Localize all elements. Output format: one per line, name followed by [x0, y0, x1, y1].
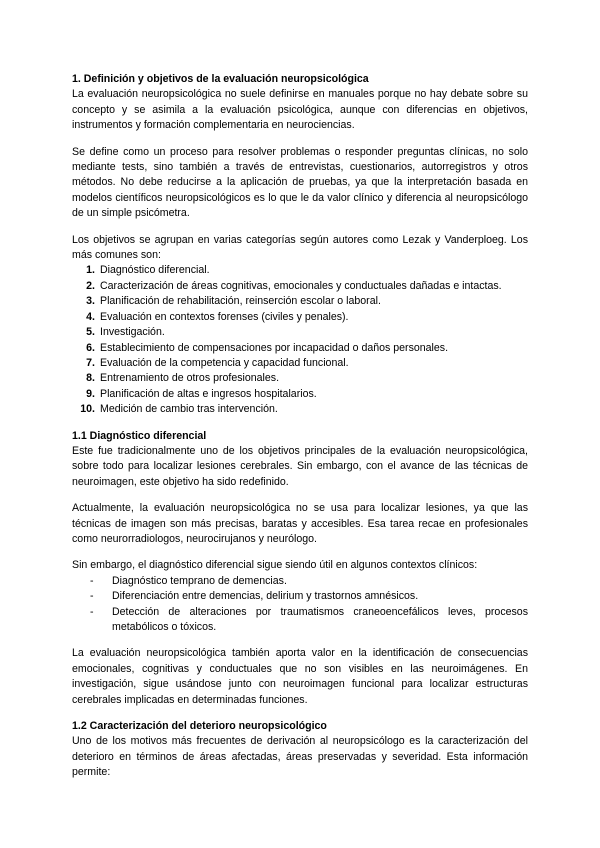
section-1-2-heading: 1.2 Caracterización del deterioro neuropsicológico: [72, 720, 327, 733]
objectives-list: [72, 263, 528, 417]
section-1-2-paragraph-1: Uno de los motivos más frecuentes de derivación al neuropsicólogo es la caracterización del deterioro en términos de áreas afectadas, áreas preservadas y severidad. Esta información permite:: [72, 735, 528, 779]
section-1-paragraph-3: Los objetivos se agrupan en varias categorías según autores como Lezak y Vanderploeg. Los más comunes son:: [72, 233, 528, 262]
section-1-1-paragraph-3: Sin embargo, el diagnóstico diferencial sigue siendo útil en algunos contextos clínicos:: [72, 559, 478, 572]
list-item: - Detección de alteraciones por traumatismos craneoencefálicos leves, procesos metabólicos o tóxicos.: [90, 605, 528, 633]
differential-contexts-list: [72, 574, 528, 636]
section-1-1-paragraph-2: Actualmente, la evaluación neuropsicológica no se usa para localizar lesiones, ya que las técnicas de imagen son más precisas, baratas y accesibles. Esa tarea recae en profesionales como neurorradiologos, neurocirujanos y neurólogo.: [72, 502, 528, 545]
section-1-1-paragraph-1: Este fue tradicionalmente uno de los objetivos principales de la evaluación neuropsicológica, sobre todo para localizar lesiones cerebrales. Sin embargo, con el avance de las técnicas de neuroimagen, este objetivo ha sido redefinido.: [72, 444, 528, 488]
list-item: 8. Entrenamiento de otros profesionales.: [86, 372, 280, 385]
list-item: 2. Caracterización de áreas cognitivas, emocionales y conductuales dañadas e intactas.: [86, 279, 502, 292]
list-item: 4. Evaluación en contextos forenses (civiles y penales).: [86, 310, 349, 323]
section-1-1-heading: 1.1 Diagnóstico diferencial: [72, 429, 207, 442]
section-1-1-paragraph-4: La evaluación neuropsicológica también aporta valor en la identificación de consecuencias emocionales, cognitivas y conductuales que no son visibles en las neuroimágenes. En investigación, sigue usándose junto con neuroimagen funcional para localizar estructuras cerebrales implicadas en determinadas funciones.: [72, 647, 528, 706]
list-item: 9. Planificación de altas e ingresos hospitalarios.: [86, 387, 317, 400]
list-item: 7. Evaluación de la competencia y capacidad funcional.: [86, 356, 349, 369]
list-item: - Diagnóstico temprano de demencias.: [90, 574, 287, 587]
section-1-paragraph-2: Se define como un proceso para resolver problemas o responder preguntas clínicas, no solo mediante tests, sino también a través de entrevistas, cuestionarios, autorregistros y otros métodos. No debe reducirse a la aplicación de pruebas, ya que la interpretación basada en modelos científicos neuropsicológicos es lo que le da valor clínico y diferencia al neuropsicólogo de un simple psicómetra.: [72, 145, 528, 220]
section-1-heading: 1. Definición y objetivos de la evaluación neuropsicológica: [72, 73, 369, 85]
document-body: [72, 72, 528, 781]
section-1-paragraph-1: La evaluación neuropsicológica no suele definirse en manuales porque no hay debate sobre su concepto y se asimila a la evaluación psicológica, aunque con diferencias en objetivos, instrumentos y formación complementaria en neurociencias.: [72, 88, 528, 132]
list-item: 5. Investigación.: [86, 326, 165, 339]
list-item: 3. Planificación de rehabilitación, reinserción escolar o laboral.: [86, 295, 381, 308]
list-item: 1. Diagnóstico diferencial.: [86, 264, 210, 277]
list-item: 6. Establecimiento de compensaciones por incapacidad o daños personales.: [86, 341, 449, 354]
list-item: 10. Medición de cambio tras intervención.: [80, 403, 278, 416]
list-item: - Diferenciación entre demencias, delirium y trastornos amnésicos.: [90, 590, 419, 603]
